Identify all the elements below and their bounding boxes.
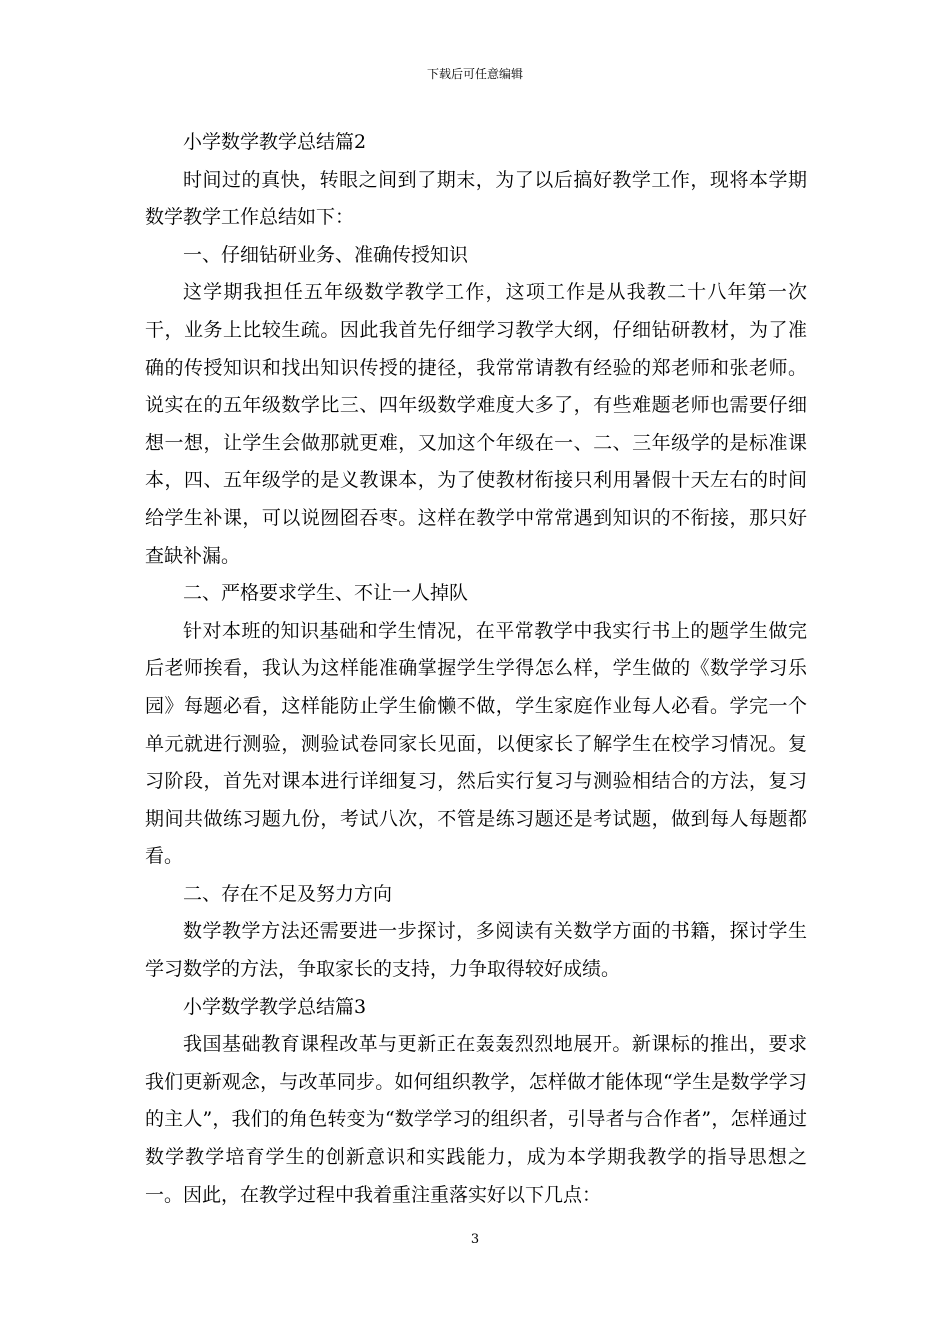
section-heading-3: 小学数学教学总结篇3 — [183, 995, 367, 1018]
paragraph: 这学期我担任五年级数学教学工作，这项工作是从我教二十八年第一次干，业务上比较生疏。因此我首先仔细学习教学大纲，仔细钻研教材，为了准确的传授知识和找出知识传授的捷径，我常常请教有经验的郑老师和张老师。说实在的五年级数学比三、四年级数学难度大多了，有些难题老师也需要仔细想一想，让学生会做那就更难，又加这个年级在一、二、三年级学的是标准课本，四、五年级学的是义教课本，为了使教材衔接只利用暑假十天左右的时间给学生补课，可以说囫囵吞枣。这样在教学中常常遇到知识的不衔接，那只好查缺补漏。 — [145, 281, 807, 567]
paragraph: 针对本班的知识基础和学生情况，在平常教学中我实行书上的题学生做完后老师挨看，我认为这样能准确掌握学生学得怎么样，学生做的《数学学习乐园》每题必看，这样能防止学生偷懒不做，学生家庭作业每人必看。学完一个单元就进行测验，测验试卷同家长见面，以便家长了解学生在校学习情况。复习阶段，首先对课本进行详细复习，然后实行复习与测验相结合的方法，复习期间共做练习题九份，考试八次，不管是练习题还是考试题，做到每人每题都看。 — [145, 619, 807, 868]
section-heading-2: 小学数学教学总结篇2 — [183, 131, 367, 153]
subheading: 一、仔细钻研业务、准确传授知识 — [183, 243, 469, 266]
page-header: 下载后可任意编辑 — [426, 67, 523, 81]
paragraph: 数学教学方法还需要进一步探讨，多阅读有关数学方面的书籍，探讨学生学习数学的方法，争取家长的支持，力争取得较好成绩。 — [145, 920, 807, 981]
subheading: 二、严格要求学生、不让一人掉队 — [183, 582, 469, 605]
paragraph: 时间过的真快，转眼之间到了期末，为了以后搞好教学工作，现将本学期数学教学工作总结如下： — [145, 168, 807, 229]
page-number: 3 — [470, 1232, 480, 1247]
subheading: 二、存在不足及努力方向 — [183, 882, 393, 905]
document-body — [145, 124, 807, 1214]
paragraph: 我国基础教育课程改革与更新正在轰轰烈烈地展开。新课标的推出，要求我们更新观念，与改革同步。如何组织教学，怎样做才能体现“学生是数学学习的主人”，我们的角色转变为“数学学习的组织者，引导者与合作者”，怎样通过数学教学培育学生的创新意识和实践能力，成为本学期我教学的指导思想之一。因此，在教学过程中我着重注重落实好以下几点： — [145, 1033, 807, 1206]
